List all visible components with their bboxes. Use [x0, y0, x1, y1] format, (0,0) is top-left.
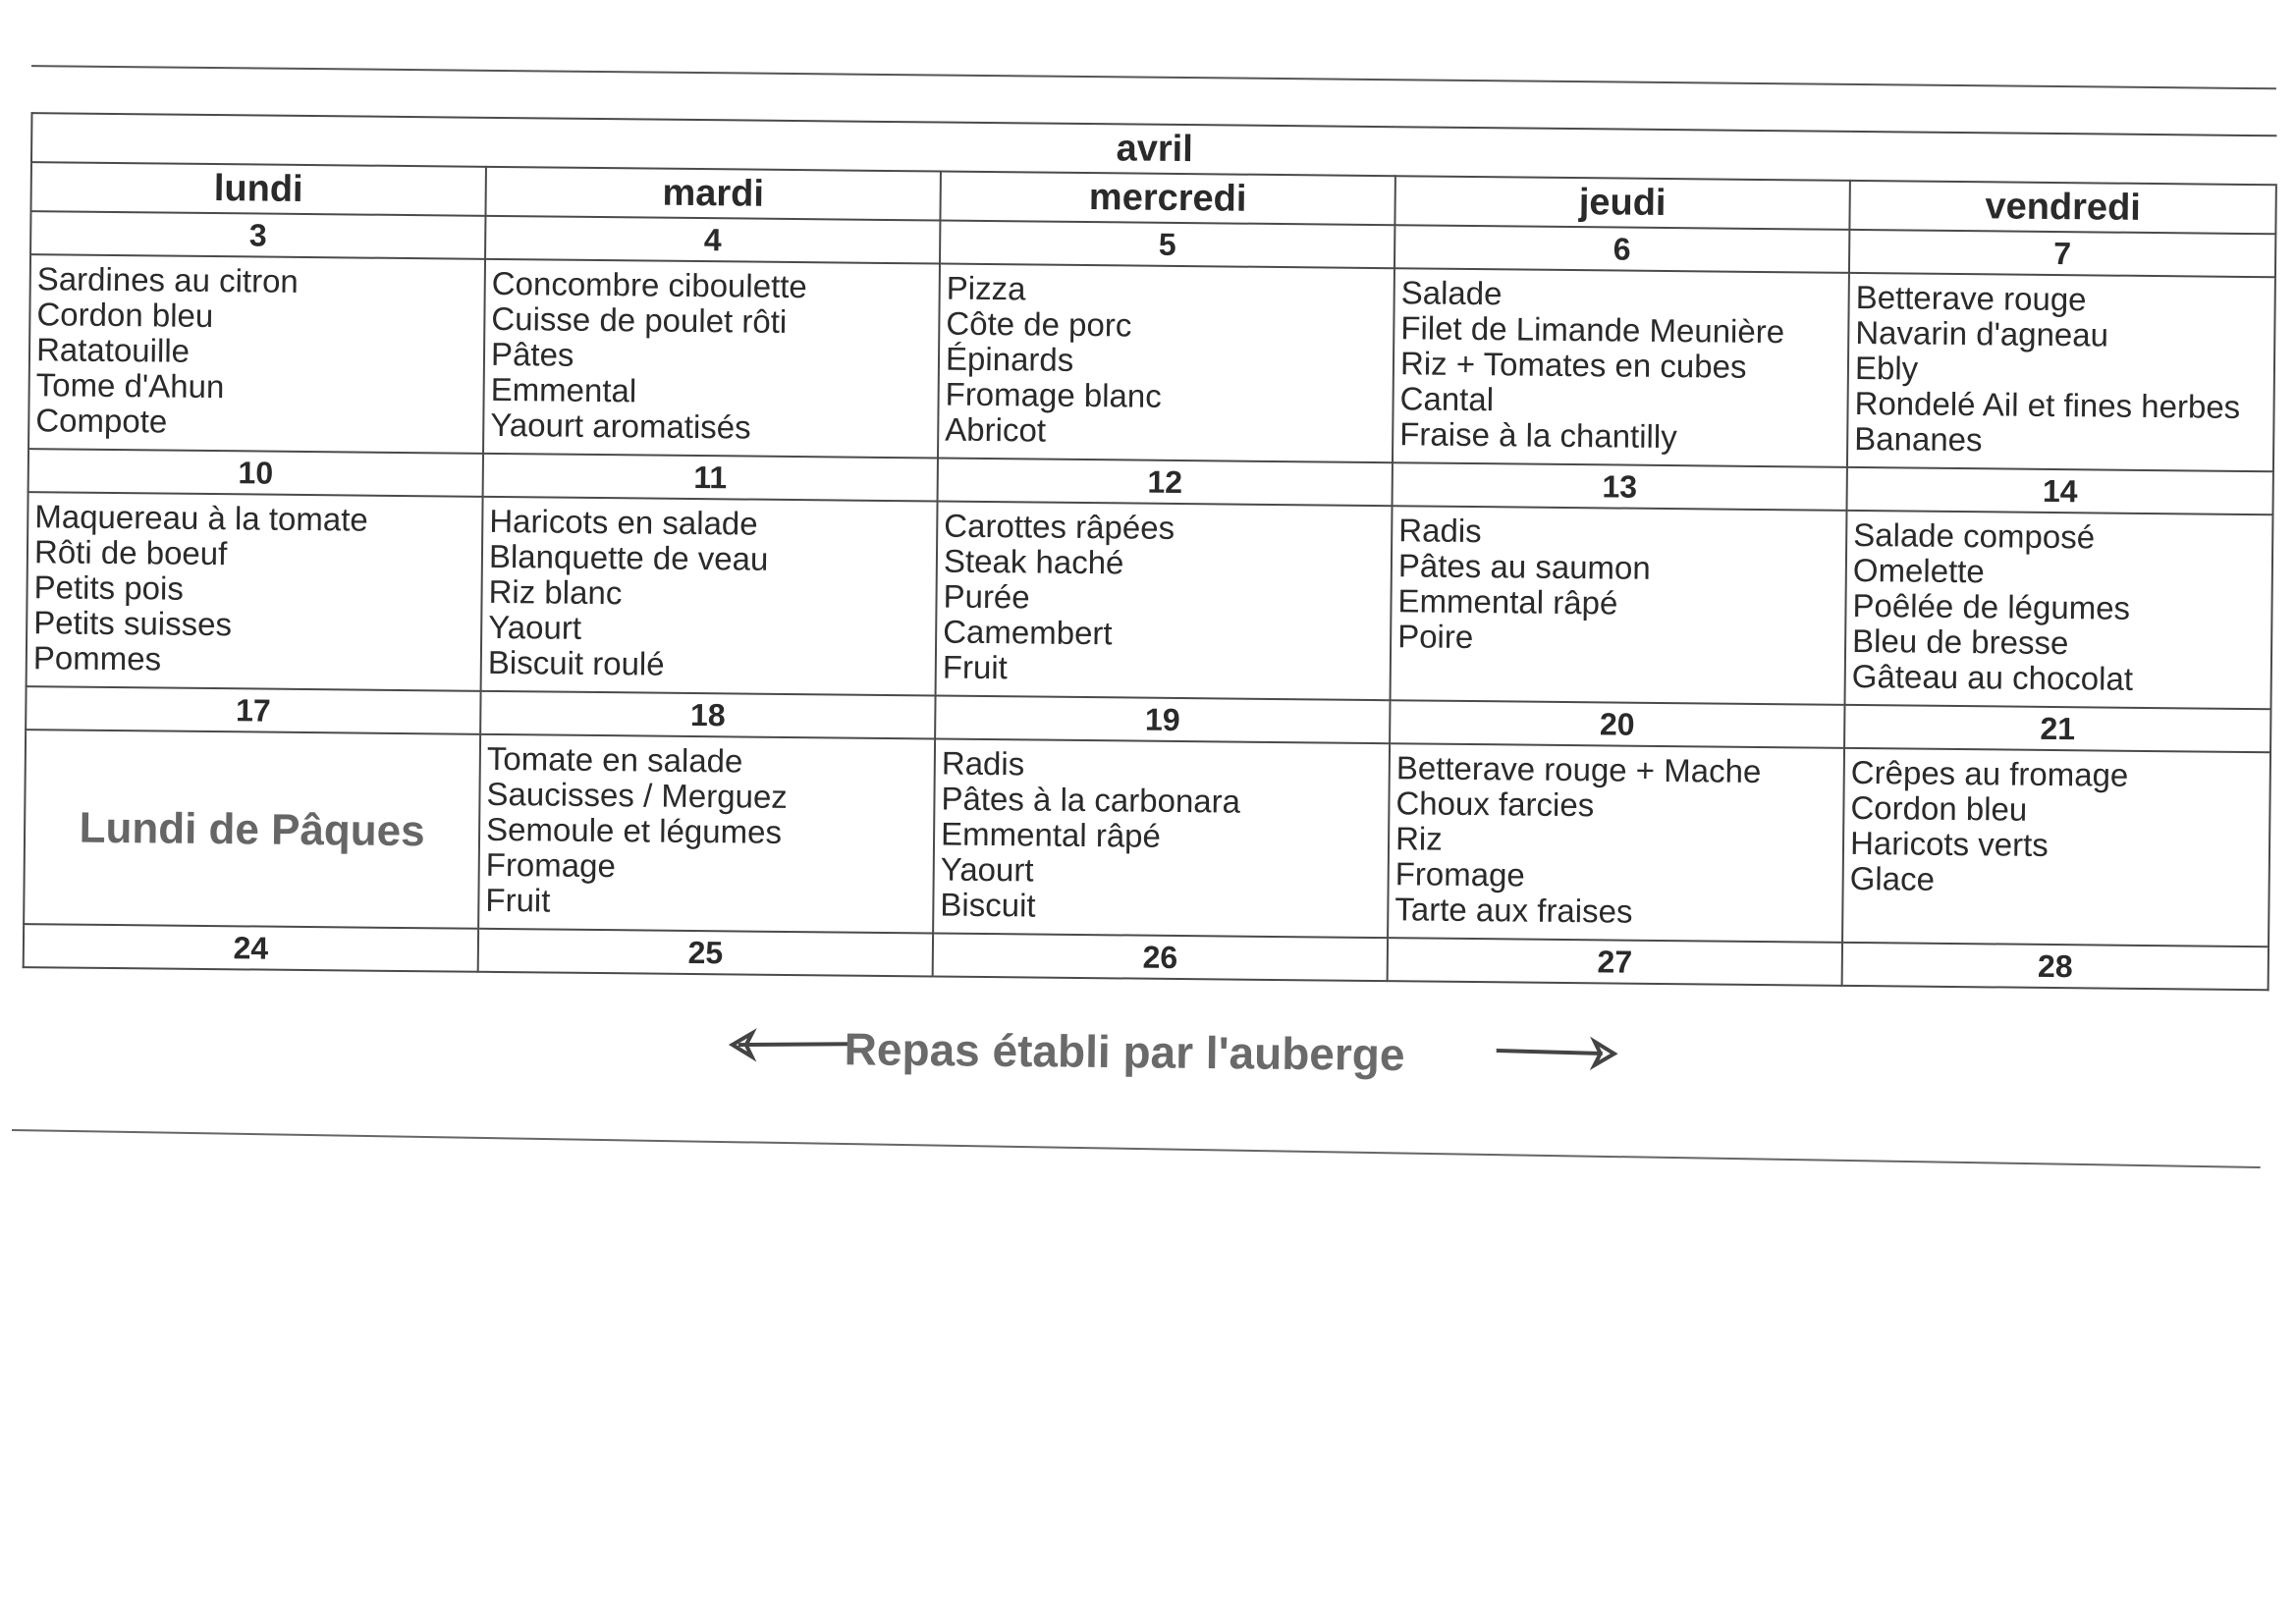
dish-item: Camembert — [943, 613, 1113, 652]
day-header-lundi: lundi — [30, 162, 485, 216]
dish-item: Radis — [941, 744, 1025, 783]
dish-item: Yaourt — [940, 850, 1034, 889]
dish-item: Côte de porc — [946, 304, 1132, 344]
dish-item: Abricot — [945, 410, 1047, 449]
meal-cell-lundi — [24, 730, 480, 929]
meals-row — [27, 492, 2273, 709]
dish-item: Steak haché — [943, 542, 1124, 581]
dish-item: Riz — [1394, 820, 1443, 857]
dish-item: Compote — [35, 402, 168, 440]
meal-cell-mercredi — [933, 738, 1390, 938]
date-jeudi: 20 — [1390, 700, 1844, 748]
date-mardi: 11 — [483, 454, 938, 502]
dish-item: Carottes râpées — [944, 507, 1175, 546]
dish-item: Semoule et légumes — [485, 810, 783, 850]
dish-item: Crêpes au fromage — [1850, 753, 2129, 793]
dish-item: Ebly — [1854, 349, 1919, 387]
dish-item: Fromage blanc — [945, 375, 1162, 414]
dish-item: Cuisse de poulet rôti — [491, 299, 788, 340]
meal-cell-jeudi — [1391, 506, 1847, 705]
dish-item: Gâteau au chocolat — [1851, 657, 2134, 697]
dish-item: Pâtes à la carbonara — [941, 780, 1241, 820]
meal-cell-vendredi — [1842, 748, 2270, 947]
date-mardi: 25 — [478, 929, 933, 977]
dish-item: Poire — [1396, 618, 1474, 656]
dish-item: Épinards — [945, 340, 1074, 378]
dish-item: Tome d'Ahun — [35, 366, 225, 406]
dish-item: Poêlée de légumes — [1852, 586, 2131, 626]
date-jeudi: 13 — [1393, 462, 1847, 511]
date-mercredi: 26 — [933, 933, 1388, 981]
meal-cell-vendredi — [1847, 273, 2275, 471]
dish-item: Haricots en salade — [489, 502, 758, 542]
dish-item: Saucisses / Merguez — [486, 775, 788, 815]
day-header-vendredi: vendredi — [1849, 181, 2276, 234]
day-header-mardi: mardi — [485, 167, 940, 221]
dish-item: Haricots verts — [1849, 824, 2049, 863]
dish-item: Cantal — [1399, 380, 1495, 418]
date-vendredi: 21 — [1844, 705, 2270, 752]
dish-item: Maquereau à la tomate — [34, 498, 368, 538]
arrow-right-icon — [1493, 1033, 1620, 1073]
dish-item: Ratatouille — [35, 331, 191, 369]
meal-cell-lundi — [27, 492, 483, 691]
date-jeudi: 27 — [1388, 938, 1842, 986]
meal-cell-lundi — [28, 254, 485, 454]
top-rule — [31, 65, 2276, 89]
date-mercredi: 5 — [940, 221, 1394, 269]
dish-item: Glace — [1849, 859, 1936, 897]
date-vendredi: 28 — [1842, 943, 2269, 990]
meal-cell-mardi — [483, 259, 940, 459]
meal-cell-mercredi — [938, 264, 1394, 463]
dish-item: Riz blanc — [488, 572, 623, 612]
menu-table — [23, 112, 2278, 991]
dish-item: Fromage — [1394, 855, 1525, 893]
dish-item: Riz + Tomates en cubes — [1399, 345, 1747, 385]
day-header-mercredi: mercredi — [940, 172, 1394, 226]
dish-item: Radis — [1398, 512, 1482, 550]
dish-item: Salade — [1400, 274, 1503, 312]
dish-item: Salade composé — [1853, 515, 2096, 556]
dish-item: Rondelé Ail et fines herbes — [1854, 384, 2241, 425]
footer-note — [726, 1021, 1630, 1099]
meal-cell-jeudi — [1388, 743, 1844, 943]
dish-item: Betterave rouge + Mache — [1395, 749, 1762, 790]
meals-row — [24, 730, 2270, 947]
date-mardi: 18 — [480, 691, 935, 739]
date-jeudi: 6 — [1394, 225, 1849, 273]
day-header-jeudi: jeudi — [1394, 176, 1849, 230]
date-lundi: 17 — [26, 686, 480, 734]
meal-cell-mercredi — [936, 502, 1393, 701]
dish-item: Fruit — [485, 881, 551, 919]
dish-item: Yaourt aromatisés — [490, 406, 751, 446]
meal-cell-mardi — [481, 497, 938, 696]
dish-item: Yaourt — [488, 608, 582, 646]
dish-item: Pizza — [946, 269, 1026, 307]
dish-item: Emmental râpé — [940, 815, 1162, 854]
dish-item: Cordon bleu — [36, 296, 214, 335]
bottom-rule — [12, 1129, 2261, 1168]
dish-item: Bananes — [1854, 419, 1983, 459]
dish-item: Navarin d'agneau — [1855, 313, 2109, 353]
dish-item: Betterave rouge — [1855, 278, 2087, 318]
dish-item: Choux farcies — [1395, 784, 1595, 824]
date-vendredi: 7 — [1849, 230, 2275, 277]
dish-item: Petits pois — [33, 568, 185, 607]
dish-item: Purée — [943, 577, 1030, 616]
meal-cell-vendredi — [1844, 511, 2272, 709]
dish-item: Tomate en salade — [486, 739, 743, 780]
dish-item: Pâtes — [490, 335, 574, 373]
date-mercredi: 12 — [938, 459, 1393, 507]
footer-text: Repas établi par l'auberge — [844, 1023, 1405, 1080]
meal-cell-jeudi — [1393, 268, 1849, 467]
dish-item: Biscuit — [940, 886, 1036, 924]
date-lundi: 3 — [30, 211, 485, 259]
date-lundi: 24 — [24, 924, 478, 972]
dish-item: Fruit — [942, 648, 1009, 686]
dish-item: Blanquette de veau — [488, 537, 769, 577]
dish-item: Tarte aux fraises — [1394, 891, 1633, 930]
date-vendredi: 14 — [1847, 467, 2273, 514]
dish-item: Emmental râpé — [1397, 582, 1618, 622]
meals-row — [28, 254, 2275, 471]
holiday-label: Lundi de Pâques — [79, 803, 425, 856]
dish-item: Petits suisses — [33, 604, 233, 643]
menu-sheet — [18, 65, 2276, 985]
dish-item: Cordon bleu — [1850, 788, 2028, 828]
dish-item: Fraise à la chantilly — [1399, 415, 1677, 456]
date-lundi: 10 — [28, 449, 483, 497]
dish-item: Fromage — [485, 845, 617, 885]
date-mercredi: 19 — [935, 695, 1390, 743]
dish-item: Filet de Limande Meunière — [1400, 309, 1785, 351]
dish-item: Pommes — [32, 639, 162, 677]
dish-item: Rôti de boeuf — [33, 533, 228, 572]
date-mardi: 4 — [485, 216, 940, 264]
dish-item: Sardines au citron — [36, 260, 299, 299]
month-title: avril — [31, 113, 2276, 185]
arrow-left-icon — [727, 1025, 854, 1065]
dish-item: Pâtes au saumon — [1397, 547, 1651, 586]
dish-item: Emmental — [490, 370, 637, 409]
dish-item: Omelette — [1852, 551, 1985, 590]
dish-item: Biscuit roulé — [487, 643, 665, 682]
meal-cell-mardi — [478, 734, 935, 934]
dish-item: Concombre ciboulette — [491, 264, 807, 305]
dish-item: Bleu de bresse — [1851, 622, 2069, 662]
